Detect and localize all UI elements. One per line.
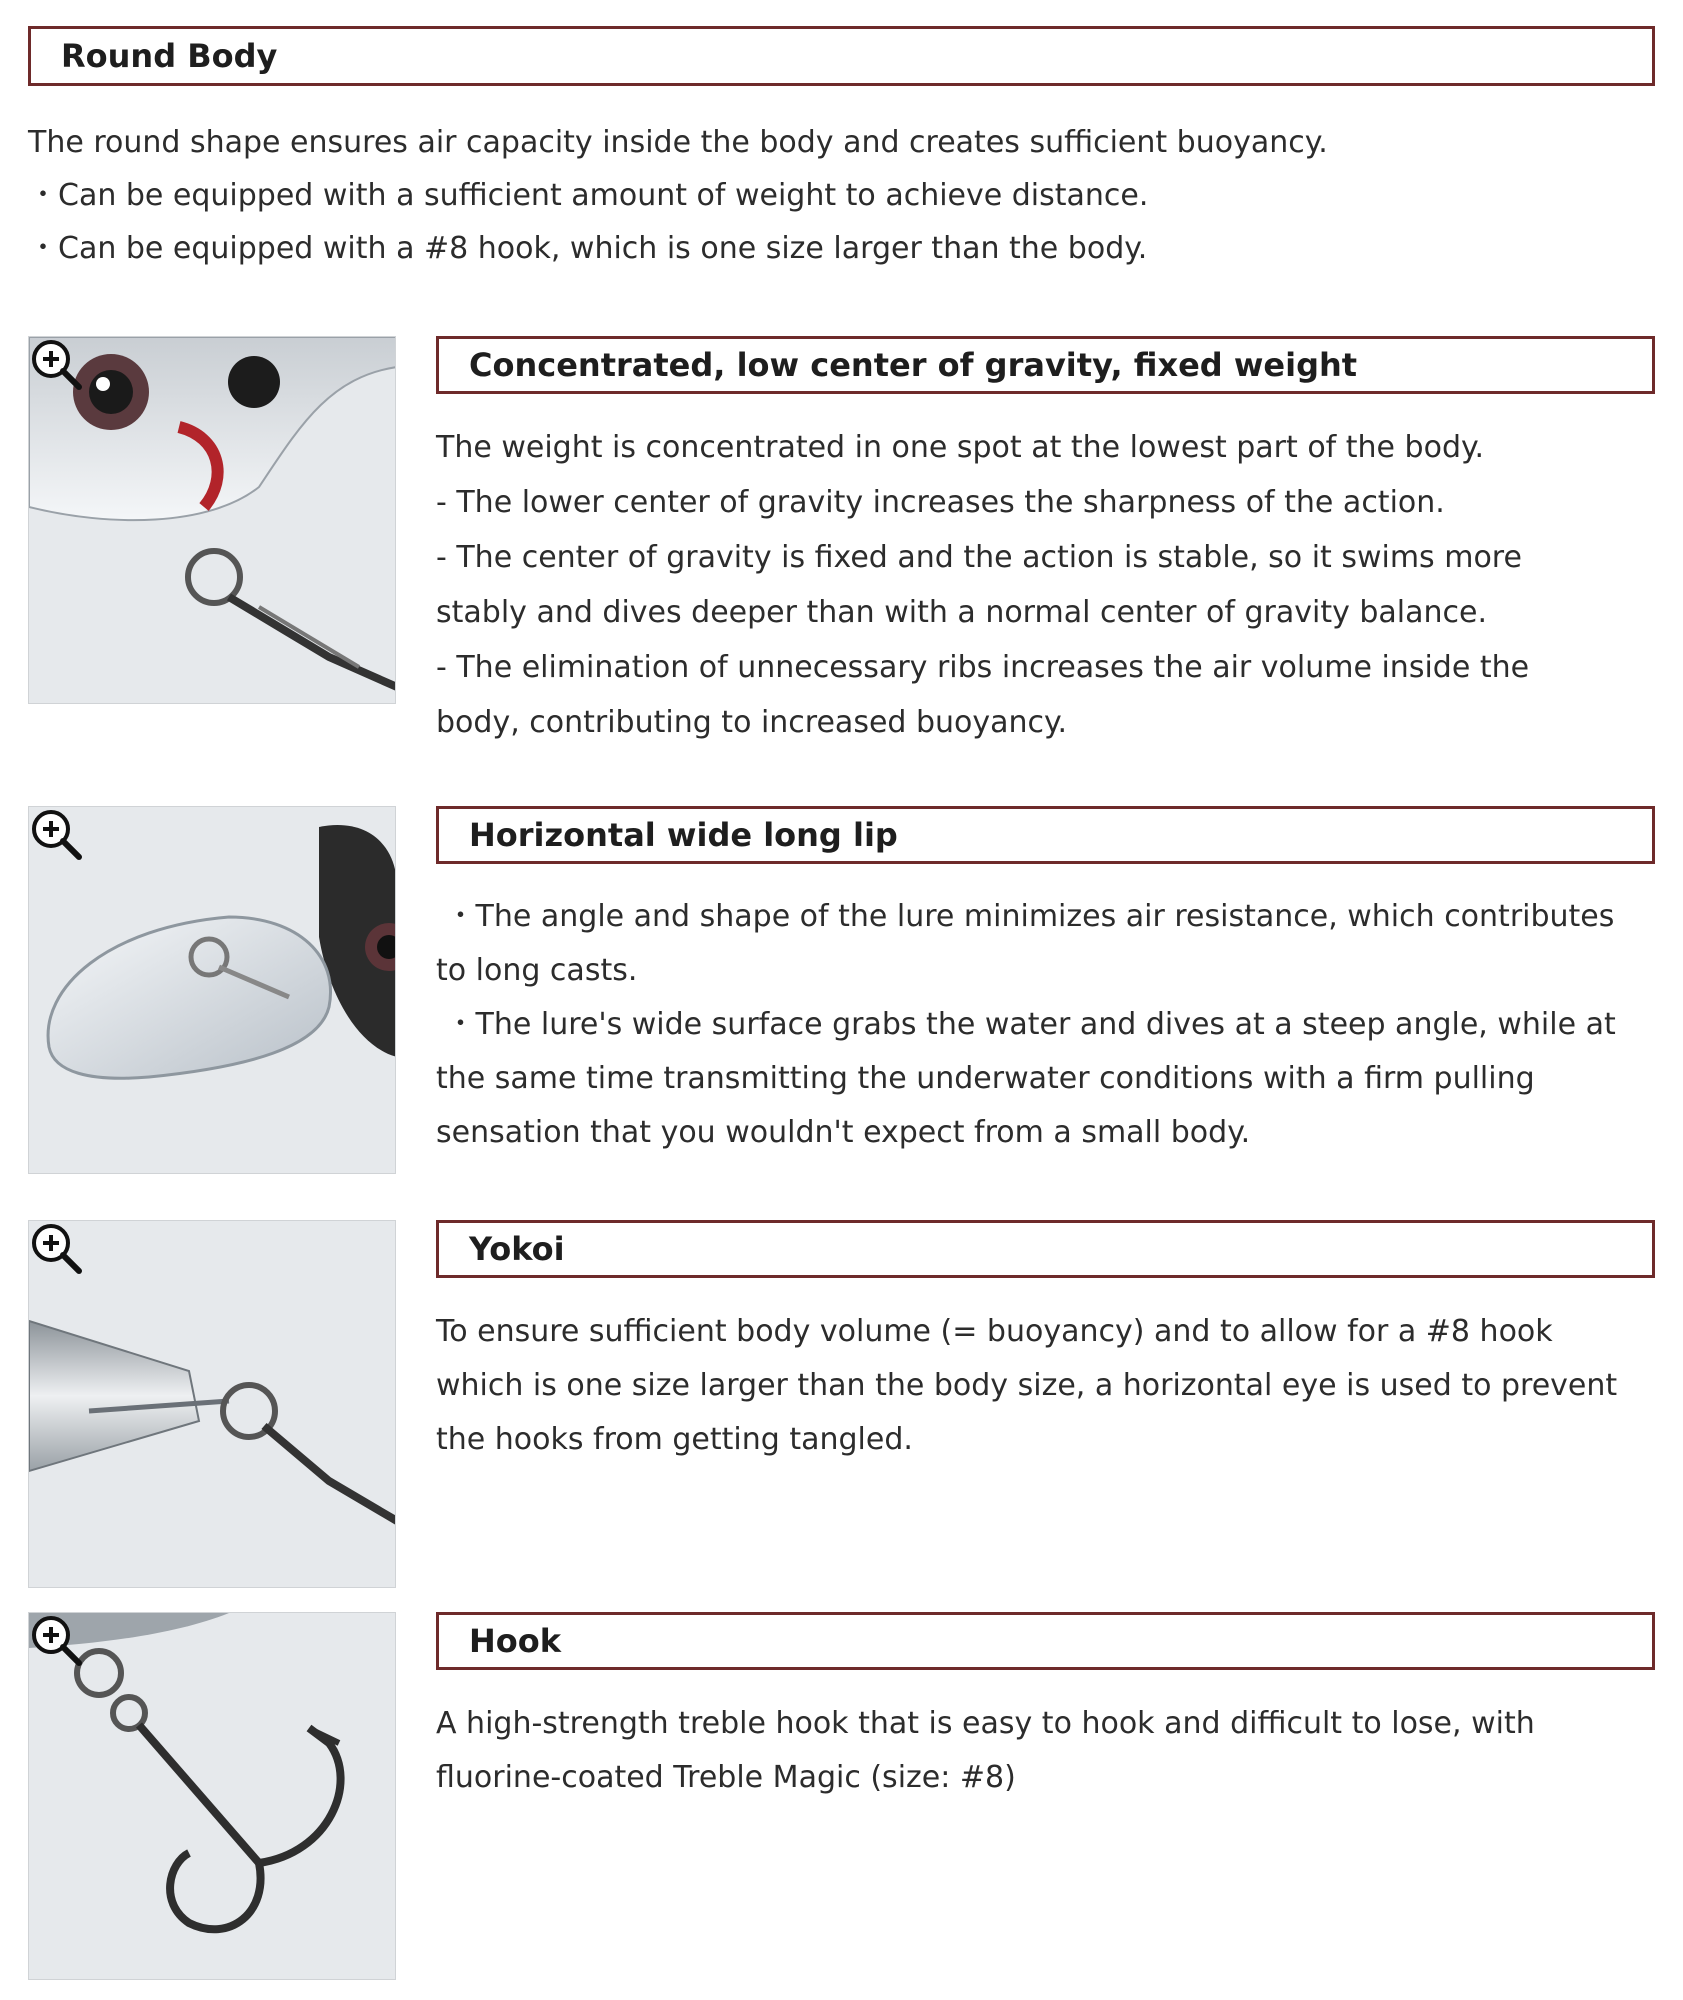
weight-line: body, contributing to increased buoyancy.: [436, 705, 1068, 740]
lip-line: the same time transmitting the underwater conditions with a firm pulling: [436, 1061, 1535, 1096]
yokoi-line: the hooks from getting tangled.: [436, 1422, 913, 1457]
lure-eye-photo[interactable]: [28, 1220, 396, 1588]
weight-line: stably and dives deeper than with a normal center of gravity balance.: [436, 595, 1488, 630]
lip-line: to long casts.: [436, 953, 638, 988]
lip-line: ・The angle and shape of the lure minimizes air resistance, which contributes: [436, 899, 1615, 934]
intro-line: ・Can be equipped with a #8 hook, which is one size larger than the body.: [28, 231, 1148, 266]
intro-line: ・Can be equipped with a sufficient amount of weight to achieve distance.: [28, 178, 1149, 213]
hook-title-box: [436, 1612, 1655, 1670]
treble-hook-photo[interactable]: [28, 1612, 396, 1980]
weight-title-box: [436, 336, 1655, 394]
yokoi-line: which is one size larger than the body size, a horizontal eye is used to prevent: [436, 1368, 1618, 1403]
intro-line: The round shape ensures air capacity inside the body and creates sufficient buoyancy.: [28, 125, 1328, 160]
round-body-title-box: [28, 26, 1655, 86]
hook-title: Hook: [469, 1622, 562, 1660]
hook-line: A high-strength treble hook that is easy to hook and difficult to lose, with: [436, 1706, 1535, 1741]
zoom-in-icon[interactable]: [29, 1221, 85, 1277]
weight-title: Concentrated, low center of gravity, fixed weight: [469, 346, 1358, 384]
weight-line: - The lower center of gravity increases the sharpness of the action.: [436, 485, 1445, 520]
yokoi-description: [436, 1305, 1655, 1467]
lure-weight-photo[interactable]: [28, 336, 396, 704]
hook-line: fluorine-coated Treble Magic (size: #8): [436, 1760, 1016, 1795]
round-body-description: [28, 116, 1655, 275]
yokoi-line: To ensure sufficient body volume (= buoyancy) and to allow for a #8 hook: [436, 1314, 1553, 1349]
lip-title-box: [436, 806, 1655, 864]
lip-line: ・The lure's wide surface grabs the water and dives at a steep angle, while at: [436, 1007, 1616, 1042]
zoom-in-icon[interactable]: [29, 807, 85, 863]
yokoi-title: Yokoi: [469, 1230, 565, 1268]
zoom-in-icon[interactable]: [29, 337, 85, 393]
weight-line: - The elimination of unnecessary ribs increases the air volume inside the: [436, 650, 1530, 685]
weight-description: [436, 420, 1655, 750]
lip-line: sensation that you wouldn't expect from a small body.: [436, 1115, 1251, 1150]
lip-description: [436, 890, 1655, 1160]
zoom-in-icon[interactable]: [29, 1613, 85, 1669]
hook-description: [436, 1697, 1655, 1805]
lure-lip-photo[interactable]: [28, 806, 396, 1174]
weight-line: The weight is concentrated in one spot at the lowest part of the body.: [436, 430, 1484, 465]
yokoi-title-box: [436, 1220, 1655, 1278]
round-body-title: Round Body: [61, 37, 278, 75]
weight-line: - The center of gravity is fixed and the action is stable, so it swims more: [436, 540, 1522, 575]
lip-title: Horizontal wide long lip: [469, 816, 898, 854]
